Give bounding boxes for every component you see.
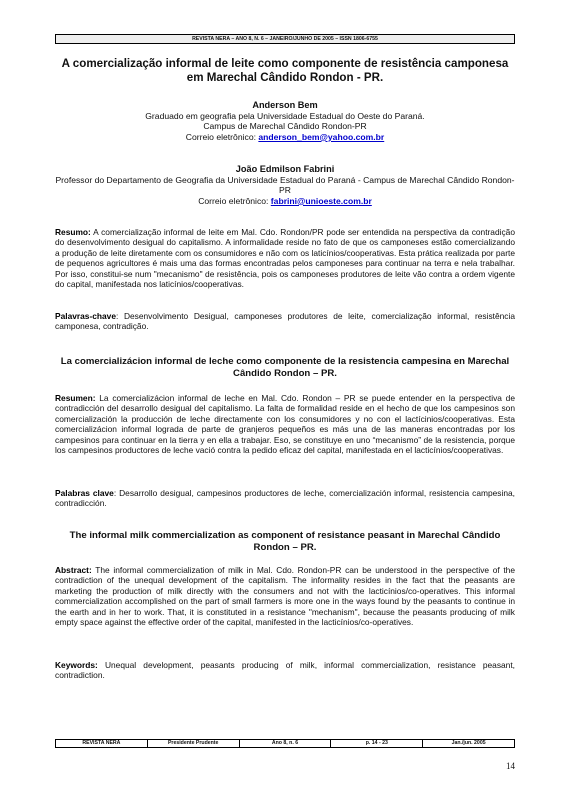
author-affiliation: Professor do Departamento de Geografia da Universidade Estadual do Paraná - Campus de Marechal Cândido Rondon-PR xyxy=(55,174,515,196)
abstract-label: Abstract: xyxy=(55,565,92,575)
resumen-text: La comercializácion informal de leche en Mal. Cdo. Rondon – PR se puede entender en la perspectiva de contradicción del desarrollo desigual del capitalismo. La falta de formalidad reside en el hecho de que los campesinos son comercialización la producción de leche directamente con los consumidores y no con el lactícinios/cooperativas. Esta comercializácion informal lograda de parte de granjeros pequeños es más una de las maneras encontradas por los campesinos para continuar en la tierra y en ella a trabajar. Eso, se constituye en uno “mecanismo” de la resistencia, porque los campesinos productores de leche vació contra la pedido eficaz del capital, manifestada en el lacticínios/cooperativas. xyxy=(55,393,515,456)
english-title: The informal milk commercialization as component of resistance peasant in Marechal Cândido Rondon – PR. xyxy=(69,530,501,554)
author-campus: Campus de Marechal Cândido Rondon-PR xyxy=(203,121,367,132)
article-title: A comercialização informal de leite como componente de resistência camponesa em Marechal Cândido Rondon - PR. xyxy=(61,57,509,84)
resumen-paragraph xyxy=(55,393,515,455)
palabras-text: : Desarrollo desigual, campesinos productores de leche, comercialización informal, resistencia campesina, contradicción. xyxy=(55,488,515,509)
author-email-line xyxy=(55,196,515,207)
author-block-2 xyxy=(55,164,515,206)
footer-date: Jan./jun. 2005 xyxy=(451,740,486,746)
palavras-text: : Desenvolvimento Desigual, camponeses produtores de leite, comercialização informal, resistência camponesa, contradição. xyxy=(55,311,515,332)
footer-pages: p. 14 - 23 xyxy=(331,740,423,747)
resumo-paragraph xyxy=(55,227,515,289)
palabras-label: Palabras clave xyxy=(55,488,114,498)
author-name: João Edmilson Fabrini xyxy=(235,164,335,174)
keywords-label: Keywords: xyxy=(55,660,98,670)
keywords-text: Unequal development, peasants producing of milk, informal commercialization, resistance peasant, contradiction. xyxy=(55,660,515,681)
palavras-chave-paragraph xyxy=(55,311,515,332)
email-label: Correio eletrônico: xyxy=(198,195,271,206)
email-label: Correio eletrônico: xyxy=(185,131,259,142)
author-name: Anderson Bem xyxy=(252,100,318,110)
resumen-label: Resumen: xyxy=(55,393,96,403)
abstract-text: The informal commercialization of milk in Mal. Cdo. Rondon-PR can be understood in the perspective of the contradiction of the unequal development of the capitalism. The informality resides in the fact that the peasants are marketing the production of milk directly with the consumers and not with the lacticínios/co-operatives. This informal commercialization accomplished on the part of small farmers is more one in the ways found by the peasants to continue in the earth and in her to work. That, it is constituted in a resistance "mechanism", because the peasants producing of milk empty space against the effective order of the capital, manifested in the lacticínios/co-operatives. xyxy=(55,565,515,628)
abstract-paragraph xyxy=(55,565,515,627)
footer-city: Presidente Prudente xyxy=(148,740,240,747)
author-affiliation: Graduado em geografia pela Universidade Estadual do Oeste do Paraná. xyxy=(145,110,425,121)
footer-volume: Ano 8, n. 6 xyxy=(240,740,332,747)
keywords-paragraph xyxy=(55,660,515,681)
resumo-text: A comercialização informal de leite em Mal. Cdo. Rondon/PR pode ser entendida na perspectiva da contradição do desenvolvimento desigual do capitalismo. A informalidade reside no fato de que os camponeses estão comercializando a produção de leite diretamente com os consumidores e não com os laticínios/cooperativas. Esta prática realizada por parte de pequenos agricultores é mais uma das formas encontradas pelos camponeses para continuar na terra e nela trabalhar. Por isso, constitui-se num "mecanismo" de resistência, pois os camponeses produtores de leite vão contra a ordem vigente do capital, manifestada nos laticínios/cooperativas. xyxy=(55,227,515,290)
author-email-link[interactable]: fabrini@unioeste.com.br xyxy=(270,195,372,206)
footer-table xyxy=(55,739,515,748)
author-block-1 xyxy=(55,100,515,142)
resumo-label: Resumo: xyxy=(55,227,91,237)
footer-journal: REVISTA NERA xyxy=(56,740,148,747)
spanish-title: La comercializácion informal de leche como componente de la resistencia campesina en Marechal Cândido Rondon – PR. xyxy=(60,356,510,380)
palavras-label: Palavras-chave xyxy=(55,311,116,321)
journal-header: REVISTA NERA – ANO 8, N. 6 – JANEIRO/JUNHO DE 2005 – ISSN 1806-6755 xyxy=(55,34,515,44)
palabras-clave-paragraph xyxy=(55,488,515,509)
page-number: 14 xyxy=(506,761,515,771)
author-email-link[interactable]: anderson_bem@yahoo.com.br xyxy=(258,131,385,142)
author-email-line xyxy=(55,132,515,143)
